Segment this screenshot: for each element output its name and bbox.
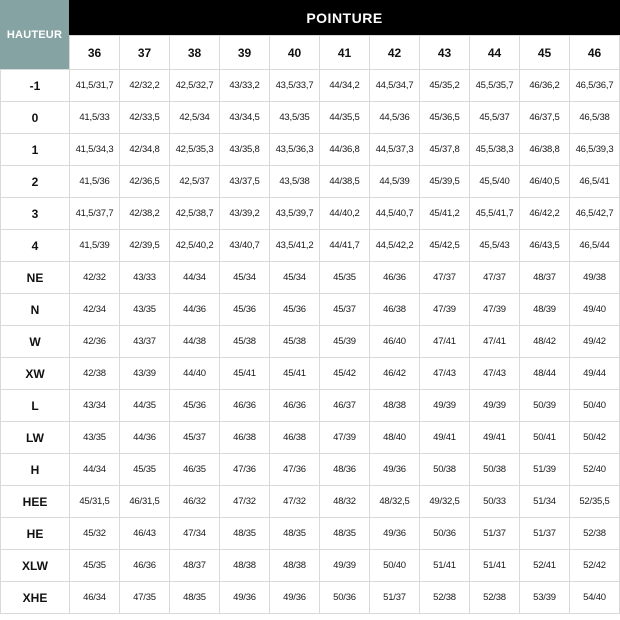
table-cell: 44/36 [170,294,220,326]
table-cell: 54/40 [570,582,620,614]
row-label: 3 [1,198,70,230]
table-cell: 44/40,2 [320,198,370,230]
table-cell: 47/39 [420,294,470,326]
table-cell: 44,5/37,3 [370,134,420,166]
table-cell: 51/37 [470,518,520,550]
table-cell: 43,5/39,7 [270,198,320,230]
table-cell: 41,5/37,7 [70,198,120,230]
table-cell: 45,5/35,7 [470,70,520,102]
table-cell: 46/38 [220,422,270,454]
row-label: 4 [1,230,70,262]
table-cell: 48/44 [520,358,570,390]
table-cell: 44/38,5 [320,166,370,198]
table-cell: 46/31,5 [120,486,170,518]
table-cell: 48/42 [520,326,570,358]
table-cell: 43/33 [120,262,170,294]
table-cell: 46,5/39,3 [570,134,620,166]
table-cell: 51/39 [520,454,570,486]
table-cell: 49/40 [570,294,620,326]
table-row [1,518,620,550]
table-cell: 45,5/37 [470,102,520,134]
table-cell: 44,5/36 [370,102,420,134]
table-cell: 45/36 [270,294,320,326]
table-cell: 44/34 [170,262,220,294]
table-cell: 50/40 [370,550,420,582]
size-table-wrapper [0,35,620,614]
table-cell: 47/43 [420,358,470,390]
table-cell: 41,5/31,7 [70,70,120,102]
table-cell: 51/34 [520,486,570,518]
table-cell: 42/36,5 [120,166,170,198]
table-cell: 47/39 [320,422,370,454]
table-cell: 43/35 [120,294,170,326]
table-cell: 50/36 [420,518,470,550]
corner-spacer [1,36,70,70]
table-cell: 44/36 [120,422,170,454]
row-label: L [1,390,70,422]
table-cell: 42/36 [70,326,120,358]
table-cell: 45/38 [220,326,270,358]
hauteur-header: HAUTEUR [0,0,69,69]
table-cell: 52/42 [570,550,620,582]
table-cell: 44/41,7 [320,230,370,262]
table-row [1,358,620,390]
table-cell: 47/34 [170,518,220,550]
table-cell: 44,5/39 [370,166,420,198]
table-cell: 44/35,5 [320,102,370,134]
table-cell: 43,5/35 [270,102,320,134]
row-label: XLW [1,550,70,582]
table-cell: 48/37 [520,262,570,294]
table-cell: 46/42 [370,358,420,390]
table-row [1,102,620,134]
table-cell: 46/34 [70,582,120,614]
table-cell: 48/38 [270,550,320,582]
table-cell: 46/36 [270,390,320,422]
table-cell: 49/36 [370,454,420,486]
table-cell: 46,5/42,7 [570,198,620,230]
table-cell: 46/38 [370,294,420,326]
table-row [1,582,620,614]
table-cell: 48/35 [220,518,270,550]
table-cell: 42/34,8 [120,134,170,166]
table-cell: 46/38,8 [520,134,570,166]
table-cell: 47/36 [270,454,320,486]
table-cell: 52/38 [470,582,520,614]
row-label: H [1,454,70,486]
table-cell: 45/34 [220,262,270,294]
table-cell: 49/36 [220,582,270,614]
table-cell: 42/34 [70,294,120,326]
table-cell: 43/37 [120,326,170,358]
table-cell: 43/33,2 [220,70,270,102]
table-row [1,198,620,230]
table-cell: 45/38 [270,326,320,358]
size-column-header: 42 [370,36,420,70]
table-cell: 51/37 [370,582,420,614]
table-cell: 42/32 [70,262,120,294]
table-cell: 43,5/41,2 [270,230,320,262]
row-label: W [1,326,70,358]
row-label: N [1,294,70,326]
table-cell: 43/34 [70,390,120,422]
pointure-header: POINTURE [69,0,620,35]
table-cell: 50/38 [420,454,470,486]
table-cell: 47/37 [470,262,520,294]
table-row [1,230,620,262]
table-cell: 47/32 [270,486,320,518]
table-cell: 45/35 [70,550,120,582]
table-cell: 45/41,2 [420,198,470,230]
table-cell: 45,5/41,7 [470,198,520,230]
table-cell: 50/40 [570,390,620,422]
table-cell: 45/36,5 [420,102,470,134]
table-cell: 46,5/36,7 [570,70,620,102]
table-cell: 50/41 [520,422,570,454]
size-column-header: 37 [120,36,170,70]
table-cell: 45/42 [320,358,370,390]
table-cell: 46/43 [120,518,170,550]
table-cell: 49/41 [470,422,520,454]
table-cell: 45/36 [170,390,220,422]
table-cell: 45/39,5 [420,166,470,198]
table-row [1,390,620,422]
row-label: NE [1,262,70,294]
size-column-header: 40 [270,36,320,70]
table-cell: 46/36 [370,262,420,294]
table-cell: 46,5/44 [570,230,620,262]
size-table-body [1,70,620,614]
table-cell: 43,5/33,7 [270,70,320,102]
size-column-header: 41 [320,36,370,70]
table-cell: 42,5/35,3 [170,134,220,166]
table-cell: 50/33 [470,486,520,518]
table-cell: 45/35 [320,262,370,294]
table-cell: 48/35 [270,518,320,550]
table-cell: 47/35 [120,582,170,614]
table-cell: 52/38 [570,518,620,550]
table-row [1,294,620,326]
table-cell: 42,5/34 [170,102,220,134]
table-cell: 50/39 [520,390,570,422]
table-cell: 47/41 [420,326,470,358]
table-cell: 44/34 [70,454,120,486]
table-cell: 43/39 [120,358,170,390]
table-cell: 45/39 [320,326,370,358]
table-cell: 44/38 [170,326,220,358]
row-label: LW [1,422,70,454]
table-cell: 46/43,5 [520,230,570,262]
table-cell: 41,5/39 [70,230,120,262]
table-cell: 43/34,5 [220,102,270,134]
table-cell: 43/37,5 [220,166,270,198]
table-cell: 42,5/38,7 [170,198,220,230]
table-row [1,134,620,166]
row-label: 0 [1,102,70,134]
table-cell: 44/34,2 [320,70,370,102]
table-cell: 46/37 [320,390,370,422]
table-cell: 49/36 [370,518,420,550]
table-cell: 48/35 [320,518,370,550]
table-row [1,486,620,518]
table-cell: 48/35 [170,582,220,614]
table-cell: 48/36 [320,454,370,486]
size-column-header: 45 [520,36,570,70]
table-cell: 46/42,2 [520,198,570,230]
table-cell: 42/32,2 [120,70,170,102]
table-cell: 49/42 [570,326,620,358]
table-cell: 49/32,5 [420,486,470,518]
size-column-header: 38 [170,36,220,70]
table-cell: 48/38 [220,550,270,582]
table-cell: 46/38 [270,422,320,454]
table-cell: 44,5/42,2 [370,230,420,262]
size-table [0,35,620,614]
table-cell: 46/37,5 [520,102,570,134]
table-row [1,262,620,294]
table-cell: 47/37 [420,262,470,294]
table-cell: 47/41 [470,326,520,358]
table-cell: 46/36,2 [520,70,570,102]
table-cell: 49/41 [420,422,470,454]
table-cell: 44/36,8 [320,134,370,166]
table-cell: 42,5/32,7 [170,70,220,102]
table-cell: 49/38 [570,262,620,294]
table-cell: 46/40,5 [520,166,570,198]
table-cell: 50/38 [470,454,520,486]
table-cell: 48/40 [370,422,420,454]
table-cell: 45/32 [70,518,120,550]
table-cell: 41,5/36 [70,166,120,198]
table-cell: 43/35 [70,422,120,454]
table-cell: 41,5/34,3 [70,134,120,166]
table-cell: 53/39 [520,582,570,614]
table-row [1,326,620,358]
row-label: -1 [1,70,70,102]
table-cell: 52/35,5 [570,486,620,518]
size-column-header: 36 [70,36,120,70]
table-cell: 45,5/40 [470,166,520,198]
size-column-header: 44 [470,36,520,70]
table-cell: 45/36 [220,294,270,326]
table-cell: 44,5/40,7 [370,198,420,230]
table-cell: 48/38 [370,390,420,422]
table-cell: 45/34 [270,262,320,294]
table-cell: 49/44 [570,358,620,390]
table-cell: 47/43 [470,358,520,390]
table-cell: 49/36 [270,582,320,614]
row-label: HE [1,518,70,550]
table-cell: 46/35 [170,454,220,486]
size-column-header: 43 [420,36,470,70]
table-cell: 48/32 [320,486,370,518]
table-cell: 46/40 [370,326,420,358]
table-cell: 45/42,5 [420,230,470,262]
table-cell: 52/40 [570,454,620,486]
size-column-header: 39 [220,36,270,70]
table-cell: 46,5/38 [570,102,620,134]
table-row [1,166,620,198]
row-label: XHE [1,582,70,614]
table-cell: 46/32 [170,486,220,518]
table-cell: 45/37 [170,422,220,454]
table-cell: 45/41 [220,358,270,390]
table-cell: 46/36 [220,390,270,422]
table-cell: 49/39 [470,390,520,422]
table-cell: 43/40,7 [220,230,270,262]
table-cell: 45,5/43 [470,230,520,262]
table-cell: 43/35,8 [220,134,270,166]
row-label: 2 [1,166,70,198]
table-cell: 46,5/41 [570,166,620,198]
table-cell: 45/35,2 [420,70,470,102]
table-cell: 44/35 [120,390,170,422]
size-column-header: 46 [570,36,620,70]
table-cell: 52/41 [520,550,570,582]
table-cell: 48/39 [520,294,570,326]
table-cell: 49/39 [320,550,370,582]
table-row [1,70,620,102]
table-cell: 48/32,5 [370,486,420,518]
table-cell: 42,5/37 [170,166,220,198]
table-cell: 47/36 [220,454,270,486]
table-cell: 41,5/33 [70,102,120,134]
table-cell: 45/41 [270,358,320,390]
table-row [1,454,620,486]
table-cell: 47/39 [470,294,520,326]
table-cell: 51/41 [420,550,470,582]
size-header-row [1,36,620,70]
table-cell: 45/37,8 [420,134,470,166]
table-cell: 45,5/38,3 [470,134,520,166]
table-cell: 45/31,5 [70,486,120,518]
row-label: 1 [1,134,70,166]
row-label: HEE [1,486,70,518]
table-cell: 47/32 [220,486,270,518]
table-cell: 44/40 [170,358,220,390]
table-cell: 52/38 [420,582,470,614]
table-row [1,550,620,582]
table-cell: 43,5/36,3 [270,134,320,166]
table-cell: 43/39,2 [220,198,270,230]
table-cell: 45/35 [120,454,170,486]
table-cell: 42/38 [70,358,120,390]
table-cell: 50/36 [320,582,370,614]
table-cell: 46/36 [120,550,170,582]
table-row [1,422,620,454]
row-label: XW [1,358,70,390]
table-cell: 43,5/38 [270,166,320,198]
table-cell: 51/41 [470,550,520,582]
table-cell: 42/39,5 [120,230,170,262]
table-cell: 51/37 [520,518,570,550]
table-cell: 42/38,2 [120,198,170,230]
table-cell: 49/39 [420,390,470,422]
table-cell: 44,5/34,7 [370,70,420,102]
table-cell: 45/37 [320,294,370,326]
table-cell: 50/42 [570,422,620,454]
table-cell: 42/33,5 [120,102,170,134]
table-cell: 42,5/40,2 [170,230,220,262]
table-cell: 48/37 [170,550,220,582]
